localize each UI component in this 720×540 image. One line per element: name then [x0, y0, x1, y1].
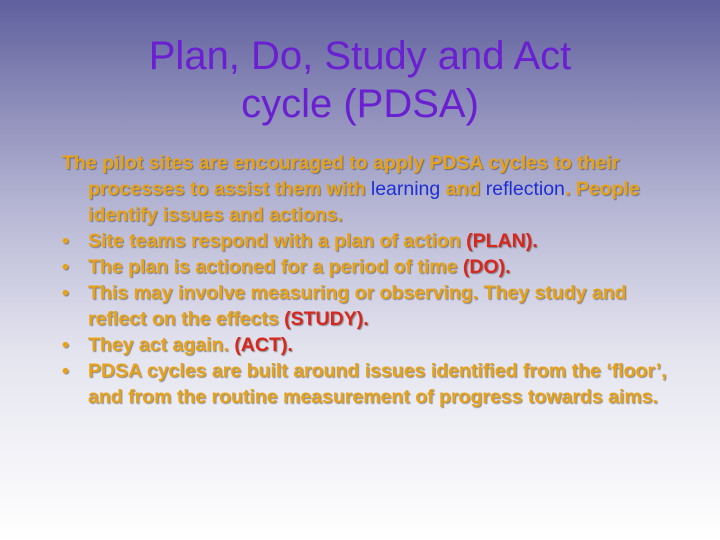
bullet-text: They act again.	[88, 334, 235, 356]
slide-title	[0, 32, 720, 128]
slide-body	[62, 150, 682, 410]
bullet-text: This may involve measuring or observing. They study and reflect on the effects	[88, 282, 627, 330]
bullet-icon: •	[62, 360, 69, 382]
bullet-item-plan	[62, 228, 682, 254]
bullet-item-pdsa-cycles	[62, 358, 682, 410]
slide-title-line-2: cycle (PDSA)	[241, 82, 479, 126]
slide-title-line-1: Plan, Do, Study and Act	[148, 34, 572, 78]
bullet-text: PDSA cycles are built around issues identified from the ‘floor’, and from the routine measurement of progress towards aims.	[88, 360, 667, 408]
keyword-reflection: reflection	[485, 178, 565, 200]
bullet-icon: •	[62, 230, 69, 252]
bullet-keyword-study: (STUDY).	[284, 308, 369, 330]
bullet-icon: •	[62, 334, 69, 356]
intro-text-part1: The pilot sites are encouraged to apply PDSA cycles to their processes to assist them with	[62, 152, 620, 200]
intro-text-part2: . People identify issues and actions.	[88, 178, 640, 226]
bullet-text: Site teams respond with a plan of action	[88, 230, 467, 252]
bullet-item-do	[62, 254, 682, 280]
bullet-item-study	[62, 280, 682, 332]
bullet-keyword-do: (DO).	[462, 256, 511, 278]
bullet-keyword-act: (ACT).	[234, 334, 293, 356]
bullet-list	[62, 228, 682, 410]
intro-text-and: and	[440, 178, 486, 200]
bullet-text: The plan is actioned for a period of time	[88, 256, 463, 278]
bullet-keyword-plan: (PLAN).	[466, 230, 538, 252]
bullet-icon: •	[62, 282, 69, 304]
intro-paragraph	[62, 150, 682, 228]
bullet-icon: •	[62, 256, 69, 278]
keyword-learning: learning	[370, 178, 441, 200]
bullet-item-act	[62, 332, 682, 358]
